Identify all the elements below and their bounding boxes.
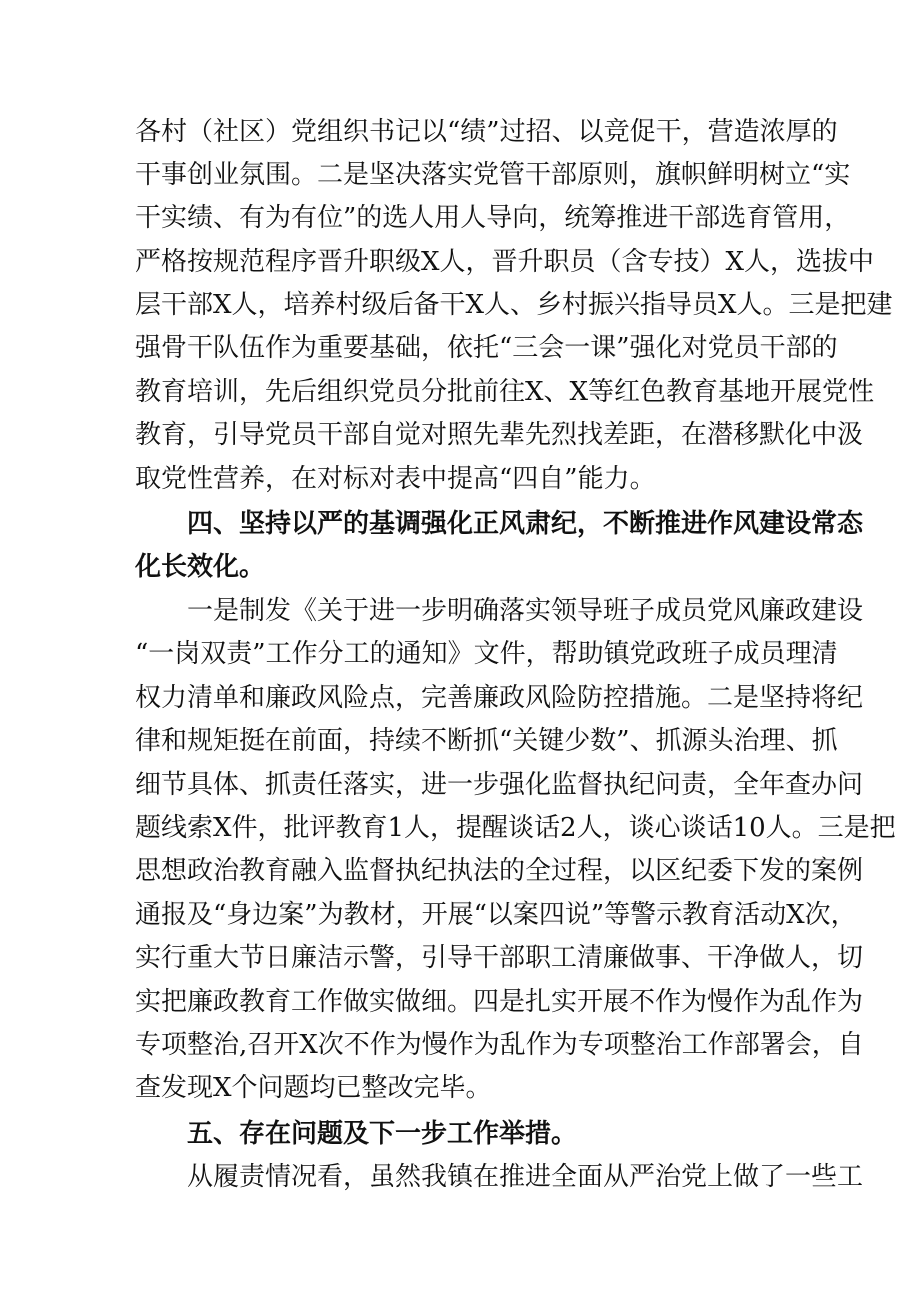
body-line: 教育，引导党员干部自觉对照先辈先烈找差距，在潜移默化中汲 [135,420,864,450]
section-heading-5: 五、存在问题及下一步工作举措。 [187,1119,578,1149]
paragraph-first-line: 一是制发《关于进一步明确落实领导班子成员党风廉政建设 [187,596,864,626]
body-line: 专项整治,召开X次不作为慢作为乱作为专项整治工作部署会，自 [135,1030,864,1060]
body-line: 取党性营养，在对标对表中提高“四自”能力。 [135,464,656,494]
body-line: 权力清单和廉政风险点，完善廉政风险防控措施。二是坚持将纪 [135,683,864,713]
body-line: 强骨干队伍作为重要基础，依托“三会一课”强化对党员干部的 [135,333,838,363]
body-line: 细节具体、抓责任落实，进一步强化监督执纪问责，全年查办问 [135,770,864,800]
body-line: 干事创业氛围。二是坚决落实党管干部原则，旗帜鲜明树立“实 [135,160,851,190]
paragraph-first-line: 从履责情况看，虽然我镇在推进全面从严治党上做了一些工 [187,1162,864,1192]
body-line: 实行重大节日廉洁示警，引导干部职工清廉做事、干净做人，切 [135,943,864,973]
body-line: 层干部X人，培养村级后备干X人、乡村振兴指导员X人。三是把建 [135,290,893,320]
section-heading-4: 四、坚持以严的基调强化正风肃纪，不断推进作风建设常态 [187,509,864,539]
body-line: 实把廉政教育工作做实做细。四是扎实开展不作为慢作为乱作为 [135,987,864,1017]
body-line: 思想政治教育融入监督执纪执法的全过程，以区纪委下发的案例 [135,856,864,886]
body-line: 教育培训，先后组织党员分批前往X、X等红色教育基地开展党性 [135,377,875,407]
body-line: 各村（社区）党组织书记以“绩”过招、以竞促干，营造浓厚的 [135,117,838,147]
body-line: 干实绩、有为有位”的选人用人导向，统筹推进干部选育管用， [135,203,851,233]
body-line: 通报及“身边案”为教材，开展“以案四说”等警示教育活动X次， [135,900,857,930]
body-line: 律和规矩挺在前面，持续不断抓“关键少数”、抓源头治理、抓 [135,726,838,756]
body-line: “一岗双责”工作分工的通知》文件，帮助镇党政班子成员理清 [135,639,838,669]
body-line: 查发现X个问题均已整改完毕。 [135,1073,492,1103]
body-line: 严格按规范程序晋升职级X人，晋升职员（含专技）X人，选拔中 [135,247,875,277]
body-line: 题线索X件，批评教育1人，提醒谈话2人，谈心谈话10人。三是把 [135,813,896,843]
section-heading-4-continued: 化长效化。 [135,552,266,582]
